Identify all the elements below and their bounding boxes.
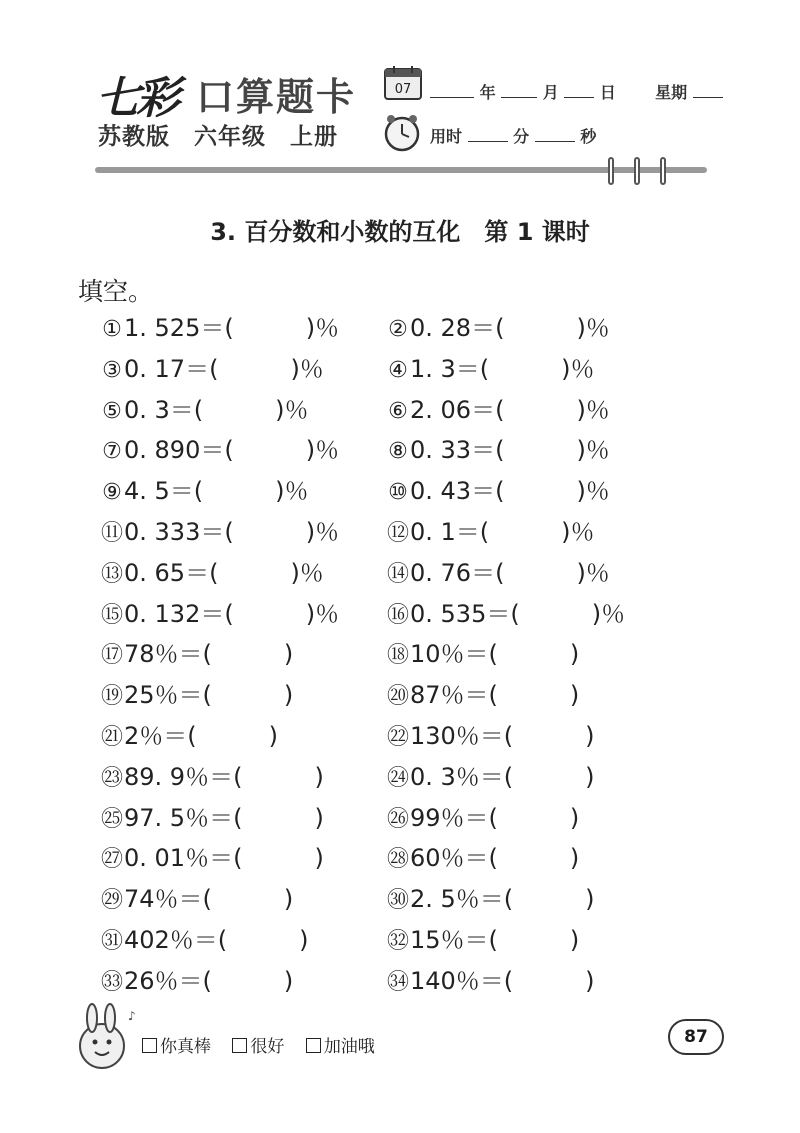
checkbox-keep-going[interactable] [306,1038,321,1053]
calendar-day: 07 [394,82,412,97]
problem-tail: )％ [305,518,340,546]
problem-item [386,434,610,468]
problem-tail: ) [268,722,279,750]
seconds-blank[interactable] [535,127,575,142]
problem-tail: ) [569,681,580,710]
weekday-label: 星期 [655,83,688,102]
minutes-label: 分 [513,127,530,146]
problem-number: ④ [388,357,408,383]
problem-item [100,720,278,754]
problem-expression: 26％＝( [124,966,212,995]
problem-expression: 0. 890＝( [124,436,234,465]
problem-tail: ) [585,722,595,750]
instruction: 填空。 [78,277,154,306]
problem-number: ⑱ [386,643,409,669]
problem-tail: ) [283,966,294,995]
problem-tail: )％ [576,436,610,465]
problem-expression: 0. 333＝( [124,518,234,546]
problem-tail: )％ [305,599,340,628]
problem-item [100,598,339,632]
problem-expression: 2. 06＝( [410,395,505,424]
problem-tail: ) [283,681,294,710]
checkbox-good[interactable] [232,1038,247,1053]
problem-item [100,924,309,958]
problem-number: ㉜ [386,929,409,954]
problem-item [100,638,293,672]
problem-expression: 1. 3＝( [410,354,490,383]
problem-number: ② [388,317,408,342]
problem-tail: )％ [275,477,309,506]
problem-number: ㉕ [100,806,123,832]
problem-number: ⑯ [386,602,409,628]
problem-item [386,598,625,632]
problem-expression: 97. 5％＝( [124,803,243,832]
edition-subtitle: 苏教版 六年级 上册 [98,124,338,150]
problem-item [386,842,579,876]
date-fields [430,80,723,103]
problem-tail: ) [585,885,595,914]
problem-item [100,312,339,346]
problem-number: ① [102,317,122,342]
problem-expression: 1. 525＝( [124,314,234,342]
problem-tail: )％ [290,558,324,587]
binder-rings-icon [600,156,680,186]
problem-number: ㉘ [386,847,409,873]
check-great[interactable]: 你真棒 [142,1037,211,1057]
problem-expression: 89. 9％＝( [124,762,243,791]
problem-item [100,353,324,387]
problem-item [100,965,293,999]
problem-item [100,434,339,468]
problem-item [100,475,309,509]
problem-number: ⑧ [388,439,408,465]
problem-expression: 0. 17＝( [124,354,219,383]
problem-tail: ) [569,926,580,954]
problem-expression: 0. 1＝( [410,518,490,546]
problem-number: ⑲ [100,684,123,710]
month-label: 月 [542,83,559,102]
problem-expression: 0. 3＝( [124,395,204,424]
problem-expression: 0. 3％＝( [410,762,514,791]
problem-expression: 130％＝( [410,722,514,750]
problem-expression: 87％＝( [410,681,498,710]
month-blank[interactable] [501,83,537,98]
problem-number: ⑪ [100,521,123,546]
problem-tail: ) [569,640,580,669]
problem-number: ⑰ [100,643,123,669]
problem-expression: 402％＝( [124,926,228,954]
problem-item [100,761,324,795]
problem-item [386,924,579,958]
problem-number: ㉖ [386,806,409,832]
problem-tail: )％ [576,314,610,342]
problem-tail: ) [283,640,294,669]
seconds-label: 秒 [580,127,597,146]
problem-expression: 2％＝( [124,722,197,750]
weekday-blank[interactable] [693,83,723,98]
problem-expression: 0. 43＝( [410,477,505,506]
alarm-clock-icon [382,112,422,152]
problem-expression: 74％＝( [124,885,212,914]
lesson-title: 3. 百分数和小数的互化 第 1 课时 [210,218,590,246]
problem-number: ㉙ [100,888,123,914]
self-evaluation [142,1032,391,1057]
problem-expression: 0. 132＝( [124,599,234,628]
problem-tail: )％ [576,558,610,587]
problem-item [386,802,579,836]
problem-number: ⑨ [102,480,122,506]
problem-item [386,679,579,713]
problem-tail: ) [283,885,294,914]
problem-number: ㉞ [386,969,409,995]
problem-item [386,312,610,346]
problem-tail: ) [314,803,324,832]
problem-number: ⑫ [386,521,409,546]
problem-item [386,883,595,917]
problem-number: ㉔ [386,765,409,791]
problem-item [100,679,293,713]
problem-tail: )％ [305,314,340,342]
problem-item [386,965,595,999]
problem-expression: 15％＝( [410,926,498,954]
calendar-icon [384,66,422,100]
problem-number: ⑬ [100,561,123,587]
problem-expression: 0. 65＝( [124,558,219,587]
problem-expression: 0. 33＝( [410,436,505,465]
day-label: 日 [599,83,616,102]
problem-number: ⑥ [388,398,408,424]
problem-expression: 4. 5＝( [124,477,204,506]
bunny-mascot-icon [64,1002,140,1078]
time-fields [430,124,596,147]
problem-number: ㉗ [100,847,123,873]
problem-number: ⑤ [102,398,122,424]
problem-expression: 0. 535＝( [410,599,520,628]
problem-tail: ) [569,803,580,832]
problem-expression: 2. 5％＝( [410,885,514,914]
problem-item [100,883,293,917]
year-blank[interactable] [430,83,474,98]
problem-item [386,638,579,672]
svg-text:♪: ♪ [128,1009,136,1023]
year-label: 年 [479,83,496,102]
problem-number: ㉝ [100,969,123,995]
check-keep-going[interactable]: 加油哦 [306,1037,375,1057]
brand-qicai: 七彩 [96,73,176,124]
problem-tail: ) [585,762,595,791]
problem-item [100,802,324,836]
problem-tail: )％ [561,518,595,546]
problem-expression: 0. 28＝( [410,314,505,342]
problem-expression: 140％＝( [410,966,514,995]
brand-title: 口算题卡 [196,75,357,119]
problem-tail: )％ [576,395,610,424]
problem-tail: ) [314,762,324,791]
problem-number: ⑦ [102,439,122,465]
problem-item [386,761,595,795]
minutes-blank[interactable] [468,127,508,142]
problem-number: ⑮ [100,602,123,628]
problem-item [386,516,595,550]
problem-expression: 25％＝( [124,681,212,710]
problem-tail: )％ [561,354,595,383]
problem-tail: )％ [305,436,340,465]
problem-item [386,353,595,387]
time-label: 用时 [430,127,463,146]
problem-number: ㉑ [100,725,123,750]
problem-tail: )％ [290,354,324,383]
problem-number: ㉓ [100,765,123,791]
problem-item [386,475,610,509]
problem-expression: 78％＝( [124,640,212,669]
problem-expression: 99％＝( [410,803,498,832]
problem-number: ㉒ [386,725,409,750]
day-blank[interactable] [564,83,594,98]
problem-item [100,842,324,876]
problem-item [386,394,610,428]
problem-item [100,394,309,428]
problem-expression: 0. 76＝( [410,558,505,587]
problem-item [100,557,324,591]
problem-tail: ) [585,966,595,995]
problem-tail: )％ [275,395,309,424]
check-good[interactable]: 很好 [232,1037,284,1057]
problem-tail: ) [314,844,324,873]
problem-number: ⑭ [386,561,409,587]
problem-expression: 0. 01％＝( [124,844,243,873]
problem-number: ⑳ [386,684,409,710]
problem-expression: 10％＝( [410,640,498,669]
problem-tail: )％ [591,599,626,628]
page-number: 87 [668,1019,724,1055]
problem-tail: ) [299,926,309,954]
problem-number: ③ [102,357,122,383]
problem-number: ㉚ [386,888,409,914]
problem-item [386,720,595,754]
problem-item [100,516,339,550]
problem-tail: ) [569,844,580,873]
problem-expression: 60％＝( [410,844,498,873]
problem-item [386,557,610,591]
problem-tail: )％ [576,477,610,506]
checkbox-great[interactable] [142,1038,157,1053]
problem-number: ㉛ [100,929,123,954]
problem-number: ⑩ [388,480,408,506]
